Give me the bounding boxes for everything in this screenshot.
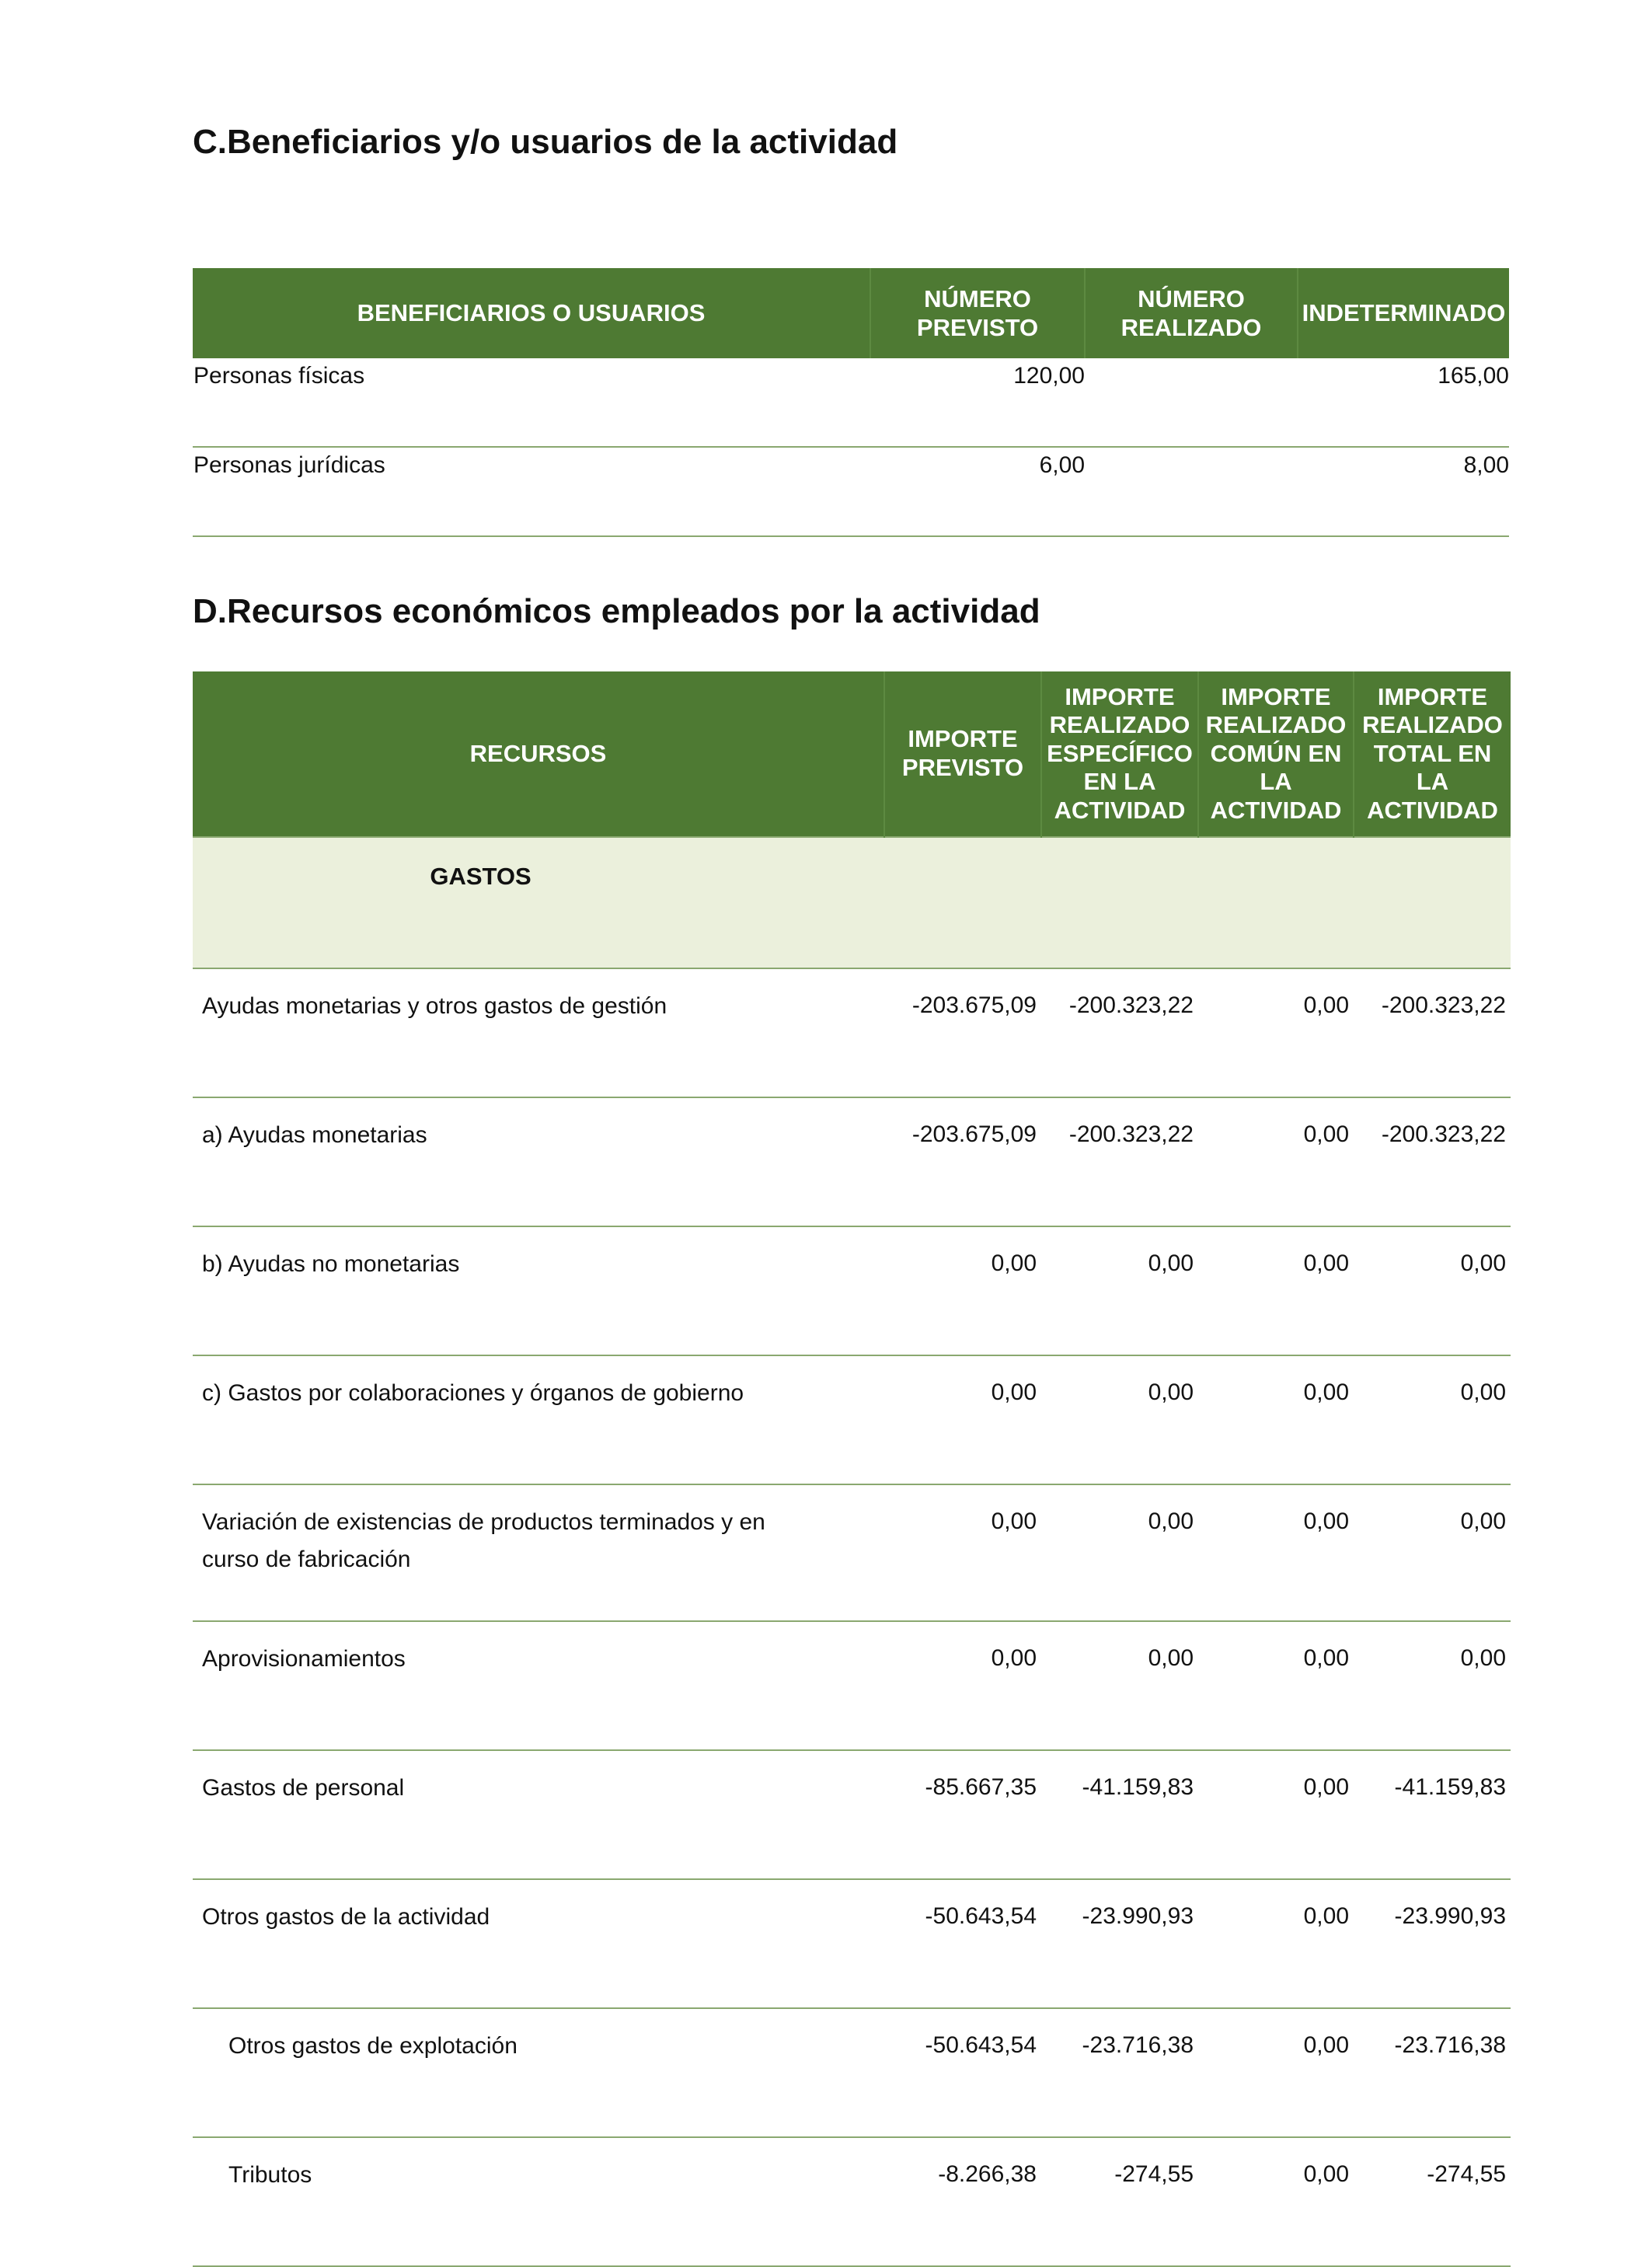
importe-comun-value: 0,00	[1198, 1750, 1354, 1879]
row-label: Personas jurídicas	[193, 447, 870, 536]
row-label: Otros gastos de explotación	[193, 2008, 884, 2137]
header-beneficiarios: BENEFICIARIOS O USUARIOS	[193, 268, 870, 358]
header-recursos: RECURSOS	[193, 671, 884, 837]
importe-previsto-value: -50.643,54	[884, 1879, 1041, 2008]
table-row	[193, 1484, 1511, 1621]
importe-especifico-value: -23.990,93	[1041, 1879, 1198, 2008]
indeterminado-value: 165,00	[1298, 358, 1509, 447]
table-row	[193, 1621, 1511, 1750]
row-label: Personas físicas	[193, 358, 870, 447]
row-label: Aprovisionamientos	[193, 1621, 884, 1750]
importe-especifico-value: 0,00	[1041, 1484, 1198, 1621]
row-label: Ayudas monetarias y otros gastos de gestión	[193, 968, 884, 1097]
importe-previsto-value: 0,00	[884, 1226, 1041, 1355]
recursos-table	[193, 671, 1511, 2267]
beneficiarios-header-row	[193, 268, 1509, 358]
importe-total-value: -200.323,22	[1354, 1097, 1511, 1226]
table-row	[193, 968, 1511, 1097]
row-label: Gastos de personal	[193, 1750, 884, 1879]
table-row	[193, 1750, 1511, 1879]
importe-previsto-value: -8.266,38	[884, 2137, 1041, 2266]
row-label: Variación de existencias de productos terminados y en curso de fabricación	[193, 1484, 884, 1621]
importe-total-value: -41.159,83	[1354, 1750, 1511, 1879]
header-numero-previsto: NÚMERO PREVISTO	[870, 268, 1085, 358]
header-importe-comun: IMPORTE REALIZADO COMÚN EN LA ACTIVIDAD	[1198, 671, 1354, 837]
importe-especifico-value: -200.323,22	[1041, 968, 1198, 1097]
importe-previsto-value: 0,00	[884, 1355, 1041, 1484]
table-row	[193, 358, 1509, 447]
importe-total-value: -200.323,22	[1354, 968, 1511, 1097]
header-importe-total: IMPORTE REALIZADO TOTAL EN LA ACTIVIDAD	[1354, 671, 1511, 837]
beneficiarios-table	[193, 268, 1509, 537]
importe-especifico-value: -41.159,83	[1041, 1750, 1198, 1879]
importe-especifico-value: 0,00	[1041, 1355, 1198, 1484]
importe-comun-value: 0,00	[1198, 1097, 1354, 1226]
importe-especifico-value: 0,00	[1041, 1621, 1198, 1750]
importe-total-value: -23.990,93	[1354, 1879, 1511, 2008]
importe-especifico-value: -200.323,22	[1041, 1097, 1198, 1226]
indeterminado-value: 8,00	[1298, 447, 1509, 536]
table-row	[193, 1097, 1511, 1226]
section-c-title: C.Beneficiarios y/o usuarios de la actividad	[193, 123, 898, 161]
importe-previsto-value: 0,00	[884, 1484, 1041, 1621]
importe-total-value: -274,55	[1354, 2137, 1511, 2266]
row-label: Tributos	[193, 2137, 884, 2266]
importe-total-value: 0,00	[1354, 1621, 1511, 1750]
numero-previsto-value: 6,00	[870, 447, 1085, 536]
table-row	[193, 1355, 1511, 1484]
importe-previsto-value: -203.675,09	[884, 1097, 1041, 1226]
importe-comun-value: 0,00	[1198, 1226, 1354, 1355]
header-numero-realizado: NÚMERO REALIZADO	[1085, 268, 1298, 358]
importe-total-value: 0,00	[1354, 1355, 1511, 1484]
importe-previsto-value: 0,00	[884, 1621, 1041, 1750]
header-indeterminado: INDETERMINADO	[1298, 268, 1509, 358]
table-row	[193, 2008, 1511, 2137]
table-row	[193, 1879, 1511, 2008]
importe-especifico-value: 0,00	[1041, 1226, 1198, 1355]
header-importe-previsto: IMPORTE PREVISTO	[884, 671, 1041, 837]
importe-previsto-value: -85.667,35	[884, 1750, 1041, 1879]
importe-total-value: 0,00	[1354, 1226, 1511, 1355]
row-label: c) Gastos por colaboraciones y órganos de gobierno	[193, 1355, 884, 1484]
recursos-header-row	[193, 671, 1511, 837]
numero-realizado-value	[1085, 358, 1298, 447]
importe-comun-value: 0,00	[1198, 1879, 1354, 2008]
gastos-section-row	[193, 837, 1511, 968]
importe-comun-value: 0,00	[1198, 2137, 1354, 2266]
gastos-label: GASTOS	[193, 837, 884, 968]
importe-total-value: 0,00	[1354, 1484, 1511, 1621]
importe-previsto-value: -203.675,09	[884, 968, 1041, 1097]
numero-previsto-value: 120,00	[870, 358, 1085, 447]
section-d-title: D.Recursos económicos empleados por la actividad	[193, 592, 1040, 630]
header-importe-especifico: IMPORTE REALIZADO ESPECÍFICO EN LA ACTIVIDAD	[1041, 671, 1198, 837]
importe-especifico-value: -274,55	[1041, 2137, 1198, 2266]
table-row	[193, 1226, 1511, 1355]
importe-especifico-value: -23.716,38	[1041, 2008, 1198, 2137]
importe-comun-value: 0,00	[1198, 1621, 1354, 1750]
importe-comun-value: 0,00	[1198, 1484, 1354, 1621]
importe-comun-value: 0,00	[1198, 2008, 1354, 2137]
importe-total-value: -23.716,38	[1354, 2008, 1511, 2137]
table-row	[193, 447, 1509, 536]
row-label: Otros gastos de la actividad	[193, 1879, 884, 2008]
row-label: a) Ayudas monetarias	[193, 1097, 884, 1226]
row-label: b) Ayudas no monetarias	[193, 1226, 884, 1355]
importe-previsto-value: -50.643,54	[884, 2008, 1041, 2137]
numero-realizado-value	[1085, 447, 1298, 536]
importe-comun-value: 0,00	[1198, 1355, 1354, 1484]
importe-comun-value: 0,00	[1198, 968, 1354, 1097]
table-row	[193, 2137, 1511, 2266]
